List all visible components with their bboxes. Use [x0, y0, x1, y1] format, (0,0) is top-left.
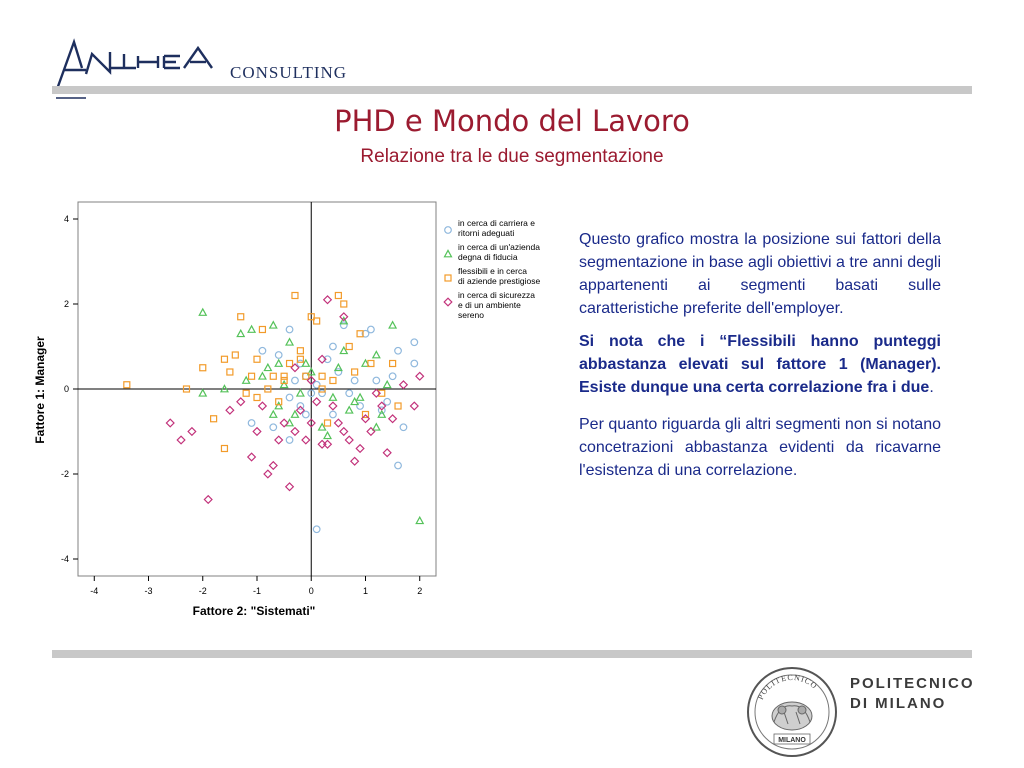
x-tick-label: 1 [362, 586, 368, 596]
legend-label: in cerca di un'azienda degna di fiducia [458, 242, 540, 262]
legend-marker-circle [445, 227, 452, 234]
seal-top-text: POLITECNICO [755, 672, 820, 702]
x-tick-label: 2 [417, 586, 423, 596]
commentary-paragraph-1: Questo grafico mostra la posizione sui fattori della segmentazione in base agli obiettivi a tre anni degli appartenenti ai segmenti basati sulle caratteristiche preferite dell'employer. [579, 231, 942, 317]
university-name-line-2: DI MILANO [850, 695, 947, 712]
y-tick-label: 4 [63, 214, 69, 224]
consulting-wordmark: CONSULTING [230, 63, 348, 82]
x-tick-label: 0 [308, 586, 314, 596]
seal-bottom-text: MILANO [778, 737, 806, 744]
x-tick-label: -3 [144, 586, 153, 596]
y-tick-label: 2 [63, 299, 69, 309]
commentary-period: . [929, 379, 934, 396]
scatter-plot-svg [32, 196, 560, 628]
legend-label: in cerca di carriera e ritorni adeguati [458, 218, 536, 238]
scatter-chart [32, 196, 560, 628]
commentary-paragraph-2 [579, 330, 941, 399]
commentary [579, 228, 941, 492]
x-tick-label: -2 [198, 586, 207, 596]
x-tick-label: -1 [252, 586, 262, 596]
politecnico-seal-icon [744, 664, 840, 760]
y-tick-label: 0 [63, 384, 69, 394]
legend-marker-square [445, 275, 451, 281]
legend-label: in cerca di sicurezza e di un ambiente sereno [458, 290, 536, 320]
commentary-highlight: Si nota che i “Flessibili hanno punteggi abbastanza elevati sul fattore 1 (Manager). Esiste dunque una certa correlazione fra i due [579, 333, 941, 396]
y-tick-label: -2 [60, 469, 69, 479]
header-divider [52, 86, 972, 94]
slide-title: PHD e Mondo del Lavoro [334, 104, 690, 138]
legend-marker-triangle [445, 250, 452, 256]
university-name [850, 674, 975, 714]
x-tick-label: -4 [90, 586, 99, 596]
legend-marker-diamond [444, 298, 452, 306]
university-name-line-1: POLITECNICO [850, 675, 975, 692]
slide-subtitle: Relazione tra le due segmentazione [360, 146, 664, 167]
commentary-paragraph-3: Per quanto riguarda gli altri segmenti non si notano concetrazioni abbastanza evidenti da ricavarne l'esistenza di una correlazione. [579, 416, 941, 479]
y-axis-label: Fattore 1: Manager [33, 336, 47, 444]
footer-divider [52, 650, 972, 658]
politecnico-logo [744, 664, 1004, 764]
y-tick-label: -4 [60, 554, 69, 564]
legend-label: flessibili e in cerca di aziende prestigiose [458, 266, 541, 286]
x-axis-label: Fattore 2: "Sistemati" [192, 604, 316, 618]
